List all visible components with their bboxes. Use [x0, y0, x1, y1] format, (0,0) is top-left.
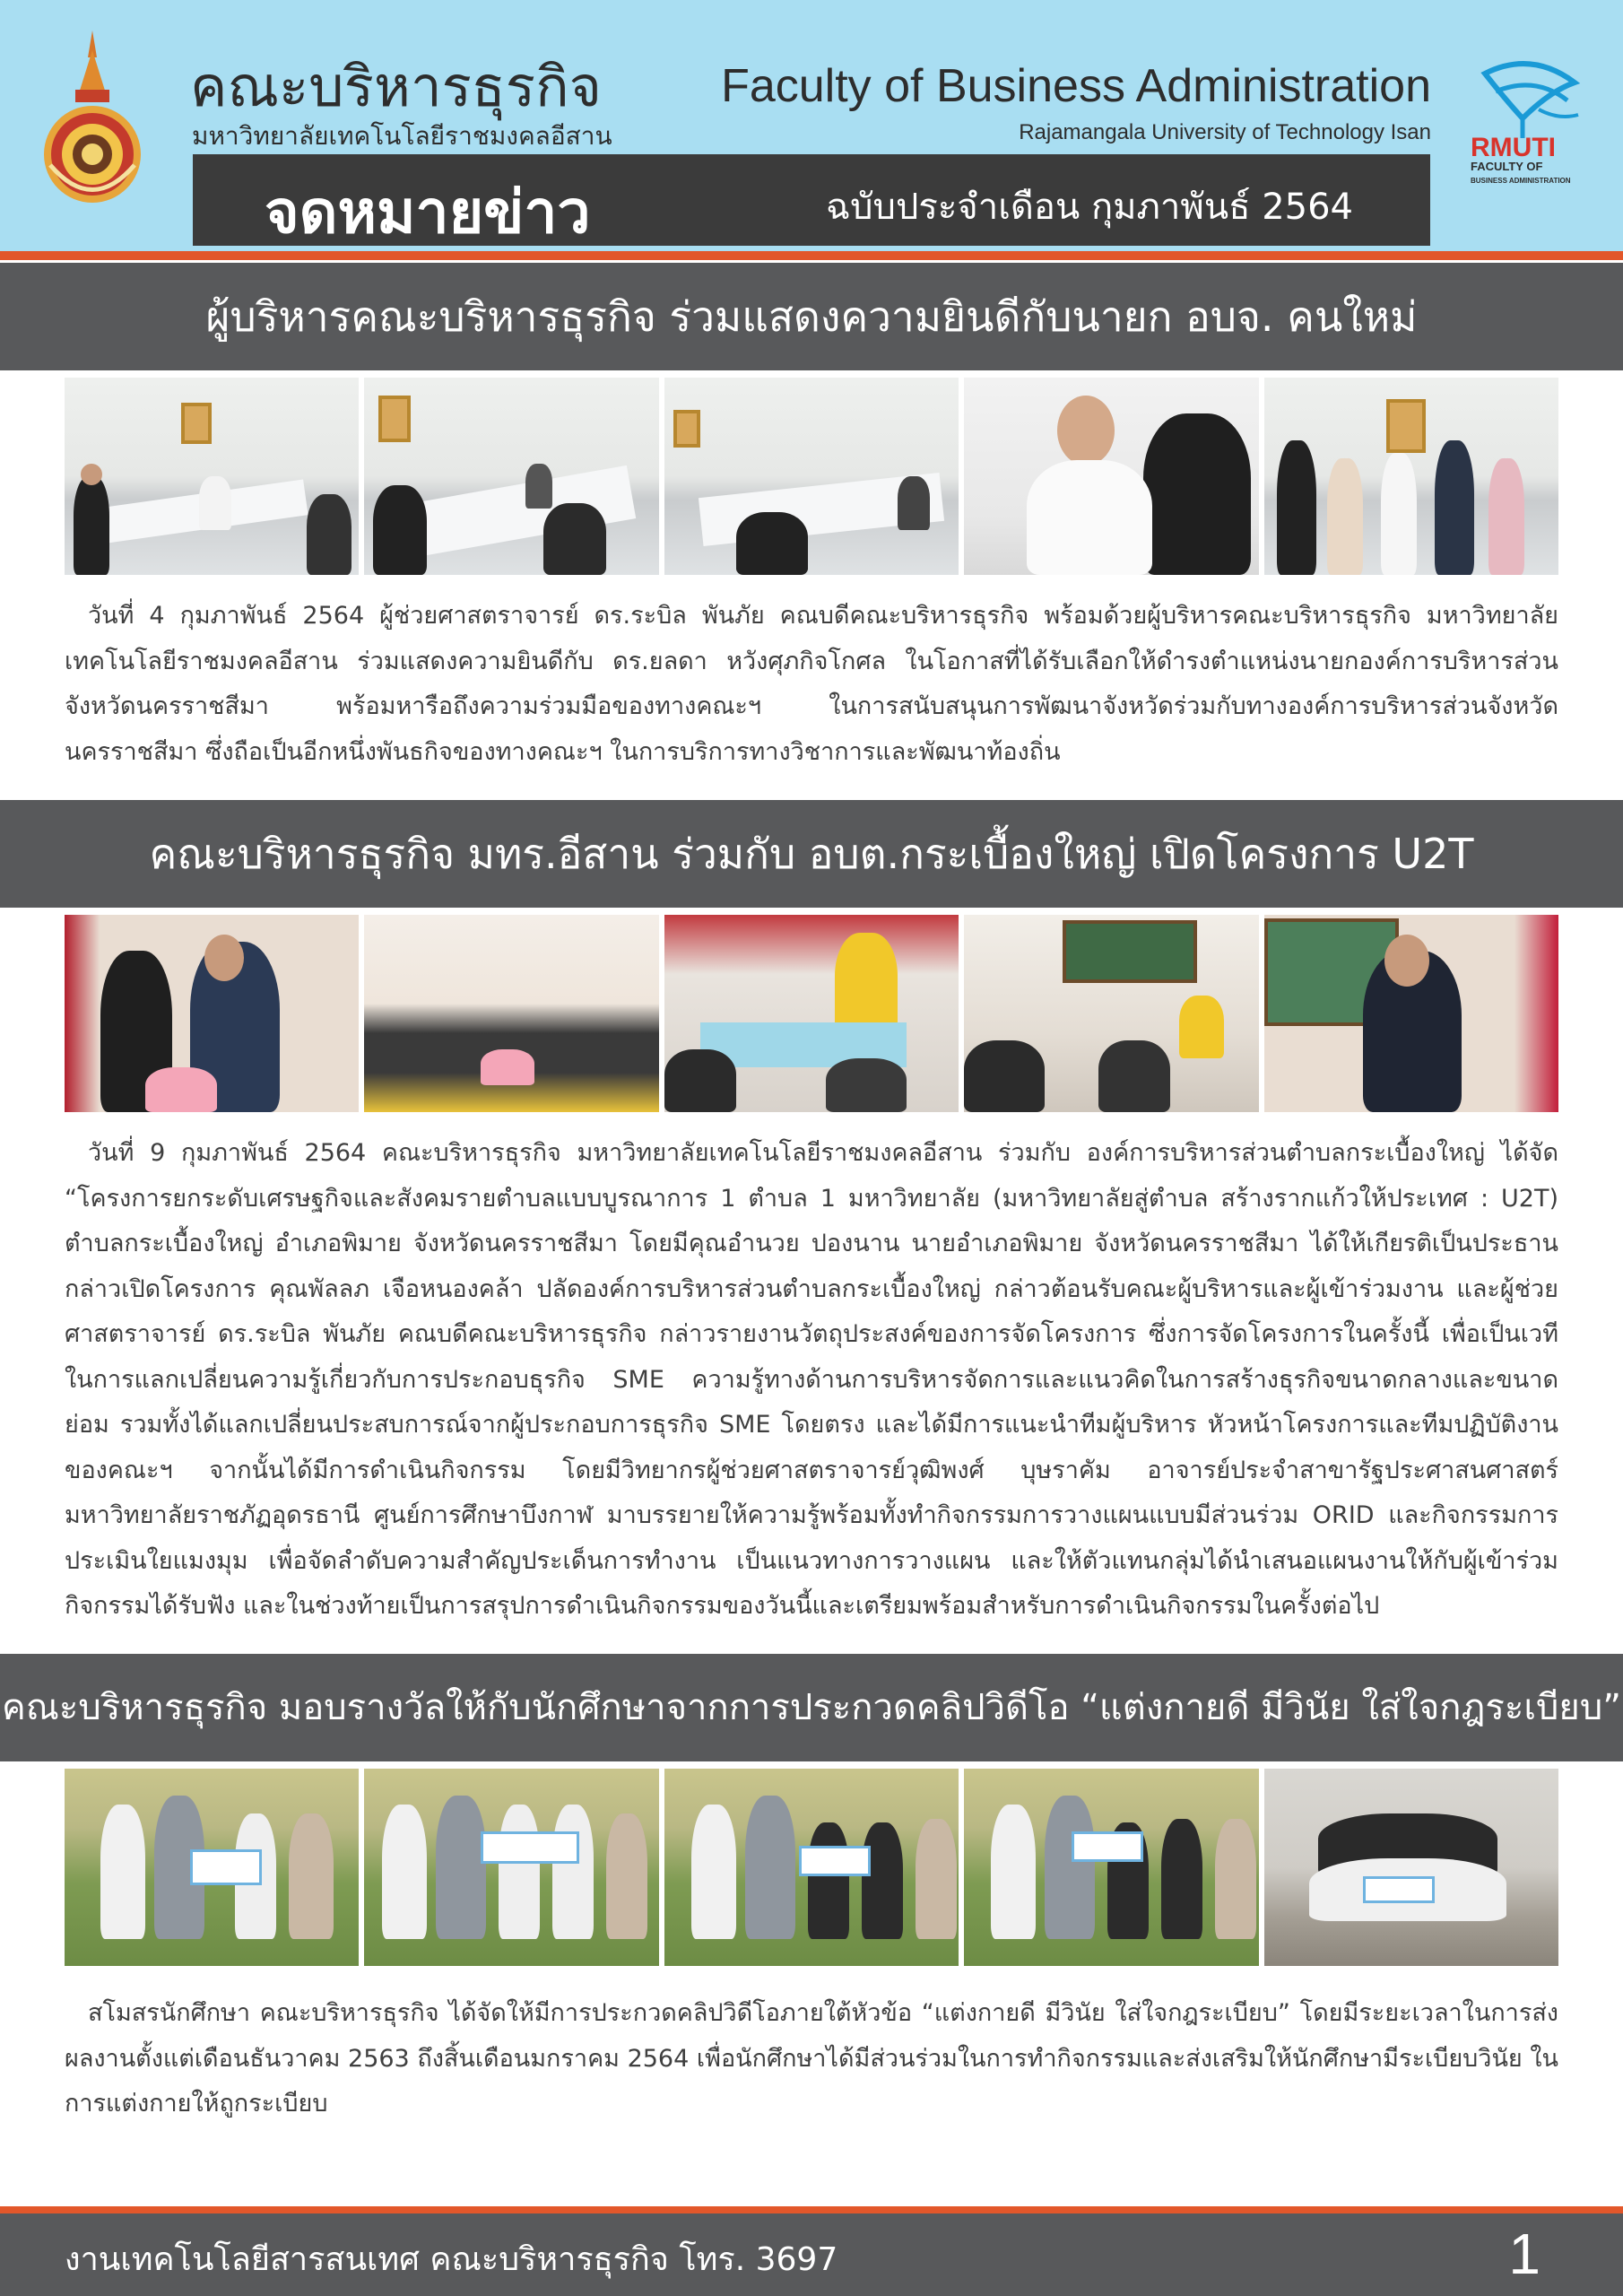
photo — [65, 915, 359, 1112]
photo — [964, 915, 1258, 1112]
photo — [65, 378, 359, 575]
photo — [1264, 1769, 1558, 1966]
photo-strip — [65, 1769, 1558, 1966]
photo — [65, 1769, 359, 1966]
article-body: วันที่ 9 กุมภาพันธ์ 2564 คณะบริหารธุรกิจ มหาวิทยาลัยเทคโนโลยีราชมงคลอีสาน ร่วมกับ องค์การบริหารส่วนตำบลกระเบื้องใหญ่ ได้จัด “โครงการยกระดับเศรษฐกิจและสังคมรายตำบลแบบบูรณาการ 1 ตำบล 1 มหาวิทยาลัย (มหาวิทยาลัยสู่ตำบล สร้างรากแก้วให้ประเทศ : U2T) ตำบลกระเบื้องใหญ่ อำเภอพิมาย จังหวัดนครราชสีมา โดยมีคุณอำนวย ปองนาน นายอำเภอพิมาย จังหวัดนครราชสีมา ได้ให้เกียรติเป็นประธานกล่าวเปิดโครงการ คุณพัลลภ เจือหนองคล้า ปลัดองค์การบริหารส่วนตำบลกระเบื้องใหญ่ กล่าวต้อนรับคณะผู้บริหารและผู้เข้าร่วมงาน และผู้ช่วยศาสตราจารย์ ดร.ระบิล พันภัย คณบดีคณะบริหารธุรกิจ กล่าวรายงานวัตถุประสงค์ของการจัดโครงการ ซึ่งการจัดโครงการในครั้งนี้ เพื่อเป็นเวทีในการแลกเปลี่ยนความรู้เกี่ยวกับการประกอบธุรกิจ SME ความรู้ทางด้านการบริหารจัดการและแนวคิดในการสร้างธุรกิจขนาดกลางและขนาดย่อม รวมทั้งได้แลกเปลี่ยนประสบการณ์จากผู้ประกอบการธุรกิจ SME โดยตรง และได้มีการแนะนำทีมผู้บริหาร หัวหน้าโครงการและทีมปฏิบัติงานของคณะฯ จากนั้นได้มีการดำเนินกิจกรรม โดยมีวิทยากรผู้ช่วยศาสตราจารย์วุฒิพงศ์ บุษราคัม อาจารย์ประจำสาขารัฐประศาสนศาสตร์ มหาวิทยาลัยราชภัฏอุดรธานี ศูนย์การศึกษาบึงกาฬ มาบรรยายให้ความรู้พร้อมทั้งทำกิจกรรมการวางแผนแบบมีส่วนร่วม ORID และกิจกรรมการประเมินใยแมงมุม เพื่อจัดลำดับความสำคัญประเด็นการทำงาน เป็นแนวทางการวางแผน และให้ตัวแทนกลุ่มได้นำเสนอแผนงานให้กับผู้เข้าร่วมกิจกรรมได้รับฟัง และในช่วงท้ายเป็นการสรุปการดำเนินกิจกรรมของวันนี้และเตรียมพร้อมสำหรับการดำเนินกิจกรรมในครั้งต่อไป — [65, 1139, 1558, 1620]
photo — [664, 1769, 959, 1966]
photo — [364, 1769, 658, 1966]
newsletter-title: จดหมายข่าว — [265, 178, 591, 247]
page-footer — [0, 2213, 1623, 2296]
photo — [1264, 378, 1558, 575]
svg-text:BUSINESS ADMINISTRATION: BUSINESS ADMINISTRATION — [1471, 177, 1571, 185]
sail-icon — [1469, 56, 1585, 190]
faculty-name-thai: คณะบริหารธุรกิจ — [190, 54, 602, 119]
photo — [1264, 915, 1558, 1112]
photo — [964, 1769, 1258, 1966]
section-heading: ผู้บริหารคณะบริหารธุรกิจ ร่วมแสดงความยินดีกับนายก อบจ. คนใหม่ — [0, 263, 1623, 370]
photo — [364, 378, 658, 575]
newsletter-header — [0, 0, 1623, 251]
article-body: วันที่ 4 กุมภาพันธ์ 2564 ผู้ช่วยศาสตราจารย์ ดร.ระบิล พันภัย คณบดีคณะบริหารธุรกิจ พร้อมด้วยผู้บริหารคณะบริหารธุรกิจ มหาวิทยาลัยเทคโนโลยีราชมงคลอีสาน ร่วมแสดงความยินดีกับ ดร.ยลดา หวังศุภกิจโกศล ในโอกาสที่ได้รับเลือกให้ดำรงตำแหน่งนายกองค์การบริหารส่วนจังหวัดนครราชสีมา พร้อมหารือถึงความร่วมมือของทางคณะฯ ในการสนับสนุนการพัฒนาจังหวัดร่วมกับทางองค์การบริหารส่วนจังหวัดนครราชสีมา ซึ่งถือเป็นอีกหนึ่งพันธกิจของทางคณะฯ ในการบริการทางวิชาการและพัฒนาท้องถิ่น — [65, 602, 1558, 766]
photo — [664, 378, 959, 575]
photo-strip — [65, 915, 1558, 1112]
photo — [964, 378, 1258, 575]
svg-text:RMUTI: RMUTI — [1471, 133, 1556, 162]
page-number: 1 — [1508, 2222, 1541, 2286]
footer-accent-stripe — [0, 2206, 1623, 2213]
rmuti-faculty-logo — [1469, 56, 1585, 190]
photo — [664, 915, 959, 1112]
university-name-english: Rajamangala University of Technology Isan — [1019, 120, 1431, 144]
newsletter-title-bar — [193, 154, 1430, 246]
section-heading: คณะบริหารธุรกิจ มทร.อีสาน ร่วมกับ อบต.กระเบื้องใหญ่ เปิดโครงการ U2T — [0, 800, 1623, 908]
university-name-thai: มหาวิทยาลัยเทคโนโลยีราชมงคลอีสาน — [192, 121, 612, 151]
faculty-name-english: Faculty of Business Administration — [721, 60, 1431, 112]
header-accent-stripe — [0, 251, 1623, 260]
section-heading: คณะบริหารธุรกิจ มอบรางวัลให้กับนักศึกษาจากการประกวดคลิปวิดีโอ “แต่งกายดี มีวินัย ใส่ใจกฎระเบียบ” — [0, 1654, 1623, 1761]
photo — [364, 915, 658, 1112]
footer-contact: งานเทคโนโลยีสารสนเทศ คณะบริหารธุรกิจ โทร. 3697 — [65, 2241, 838, 2278]
article-body: สโมสรนักศึกษา คณะบริหารธุรกิจ ได้จัดให้มีการประกวดคลิปวิดีโอภายใต้หัวข้อ “แต่งกายดี มีวินัย ใส่ใจกฎระเบียบ” โดยมีระยะเวลาในการส่งผลงานตั้งแต่เดือนธันวาคม 2563 ถึงสิ้นเดือนมกราคม 2564 เพื่อนักศึกษาได้มีส่วนร่วมในการทำกิจกรรมและส่งเสริมให้นักศึกษามีระเบียบวินัย ในการแต่งกายให้ถูกระเบียบ — [65, 1999, 1558, 2118]
rmuti-emblem-logo — [39, 30, 145, 206]
photo-strip — [65, 378, 1558, 575]
issue-label: ฉบับประจำเดือน กุมภาพันธ์ 2564 — [825, 187, 1353, 228]
svg-text:FACULTY OF: FACULTY OF — [1471, 160, 1543, 173]
